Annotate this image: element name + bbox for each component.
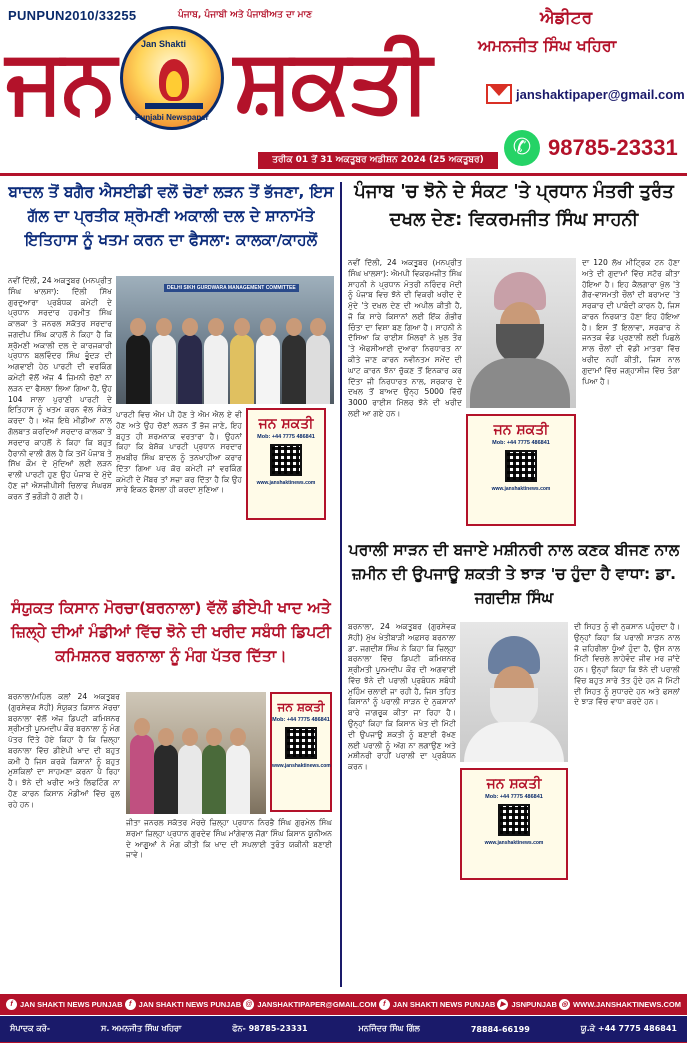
article-body-right: ਪਾਰਟੀ ਵਿਚ ਐਮ ਪੀ ਹੋਣ ਤੇ ਐਮ ਐਲ ਏ ਵੀ ਹੋਣ ਅਤੇ ਉਹ ਚੋਣਾਂ ਲੜਨ ਤੋਂ ਭੱਜ ਜਾਣੇ, ਇਹ ਬਹੁਤ ਹੀ ਸ਼ਰਮਨਾਕ ਵਰਤਾਰਾ ਹੈ। ਉਹਨਾਂ ਕਿਹਾ ਕਿ ਬੇਸ਼ੱਕ ਪਾਰਟੀ ਪ੍ਰਧਾਨ ਸਰਦਾਰ ਸੁਖਬੀਰ ਸਿੰਘ ਬਾਦਲ ਨੂੰ ਤਨਖਾਹੀਆ ਕਰਾਰ ਦਿੱਤਾ ਗਿਆ ਪਰ ਕੋਰ ਕਮੇਟੀ ਜਾਂ ਵਰਕਿੰਗ ਕਮੇਟੀ ਦੇ ਮੈਂਬਰ ਤਾਂ ਸਜ਼ਾ ਕਰ ਦਿੱਤਾ ਹੈ ਕਿ ਉਹ ਸਾਰੇ ਇਕਠ ਫੈਸਲਾ ਹੀ ਕਰਦਾ ਸੁਣਿਆ।	[116, 410, 242, 495]
ad-url: www.janshaktinews.com	[256, 480, 316, 486]
footer-contacts	[0, 1016, 687, 1042]
footer-link-facebook-2[interactable]: f JAN SHAKTI NEWS PUNJAB	[125, 999, 242, 1010]
edition-dateline: ਤਰੀਕ 01 ਤੋਂ 31 ਅਕਤੂਬਰ ਅਡੀਸ਼ਨ 2024 (25 ਅਕਤੂਬਰ)	[258, 152, 498, 169]
email-address[interactable]: janshaktipaper@gmail.com	[516, 86, 685, 102]
footer-contact-phone[interactable]: 78884-66199	[470, 1024, 530, 1034]
footer-editor-name: ਸ. ਅਮਨਜੀਤ ਸਿੰਘ ਖਹਿਰਾ	[101, 1024, 182, 1033]
editor-name: ਅਮਨਜੀਤ ਸਿੰਘ ਖਹਿਰਾ	[478, 36, 617, 55]
article-kisan-morcha	[8, 596, 334, 990]
portrait-photo[interactable]	[460, 622, 568, 762]
portrait-photo[interactable]	[466, 258, 576, 408]
article-body-left: ਨਵੀਂ ਦਿੱਲੀ, 24 ਅਕਤੂਬਰ (ਮਨਪ੍ਰੀਤ ਸਿੰਘ ਖਾਲਸਾ): ਐਮਪੀ ਵਿਕਰਮਜੀਤ ਸਿੰਘ ਸਾਹਨੀ ਨੇ ਪ੍ਰਧਾਨ ਮੰਤਰੀ ਨਰਿੰਦਰ ਮੋਦੀ ਨੂੰ ਪੰਜਾਬ ਵਿਚ ਝੋਨੇ ਦੀ ਵਿਕਰੀ ਖਰੀਦ ਦੇ ਮੁੱਦੇ 'ਤੇ ਦਖ਼ਲ ਦੇਣ ਦੀ ਅਪੀਲ ਕੀਤੀ ਹੈ, ਜੋ ਕਿ ਸਾਰੇ ਕਿਸਾਨਾਂ ਲਈ ਇੱਕ ਗੰਭੀਰ ਚਿੰਤਾ ਦਾ ਵਿਸ਼ਾ ਬਣ ਗਿਆ ਹੈ। ਸਾਹਨੀ ਨੇ ਦੱਸਿਆ ਕਿ ਰਾਈਸ ਮਿੱਲਰਾਂ ਨੇ ਖੁਲ ਤੌਰ 'ਤੇ ਐਫਸੀਆਈ ਦੁਆਰਾ ਨਿਰਧਾਰਤ ਨਾ ਕੀਤੇ ਜਾਣ ਕਾਰਨ ਨਵੀਨਤਮ ਸਮੇਂਦ ਦੀ ਘਾਟ ਕਾਰਨ ਝੋਨਾ ਚੁੱਕਣ ਤੋਂ ਇਨਕਾਰ ਕਰ ਦਿੱਤਾ ਜੀ ਨਿਰਧਾਰਤ ਨਾਲ, ਸਰਕਾਰ ਦੇ ਦਖ਼ਲ ਤੋਂ ਬਾਅਦ ਉਨ੍ਹ 5000 ਵਿੱਚੋਂ 3000 ਰਾਈਸ ਮਿੱਲਰ ਝੋਨੇ ਦੀ ਖਰੀਦ ਲਈ ਆ ਗਏ ਹਨ।	[348, 258, 462, 418]
advertisement-box[interactable]	[270, 692, 332, 812]
ad-phone: Mob: +44 7775 486841	[257, 434, 315, 440]
article-headline[interactable]: ਪੰਜਾਬ 'ਚ ਝੋਨੇ ਦੇ ਸੰਕਟ 'ਤੇ ਪ੍ਰਧਾਨ ਮੰਤਰੀ ਤੁਰੰਤ ਦਖਲ ਦੇਣ: ਵਿਕਰਮਜੀਤ ਸਿੰਘ ਸਾਹਨੀ	[354, 181, 674, 230]
article-headline[interactable]: ਸੰਯੁਕਤ ਕਿਸਾਨ ਮੋਰਚਾ(ਬਰਨਾਲਾ) ਵੱਲੋਂ ਡੀਏਪੀ ਖਾਦ ਅਤੇ ਜ਼ਿਲ੍ਹੇ ਦੀਆਂ ਮੰਡੀਆਂ ਵਿੱਚ ਝੋਨੇ ਦੀ ਖਰੀਦ ਸਬੰਧੀ ਡਿਪਟੀ ਕਮਿਸ਼ਨਰ ਬਰਨਾਲਾ ਨੂੰ ਮੰਗ ਪੱਤਰ ਦਿੱਤਾ।	[11, 599, 331, 666]
logo-text-bottom: Punjabi Newspaper	[135, 113, 209, 122]
ad-url: www.janshaktinews.com	[484, 840, 544, 846]
globe-icon: ◎	[559, 999, 570, 1010]
newspaper-title	[6, 24, 466, 144]
whatsapp-icon: ✆	[504, 130, 540, 166]
title-word-1: ਜਨ	[6, 28, 115, 132]
facebook-icon: f	[125, 999, 136, 1010]
article-body-left: ਬਰਨਾਲਾ/ਮਹਿਲ ਕਲਾਂ 24 ਅਕਤੂਬਰ (ਗੁਰਸੇਵਕ ਸੋਹੀ) ਸੰਯੁਕਤ ਕਿਸਾਨ ਮੋਰਚਾ ਬਰਨਾਲਾ ਵੱਲੋਂ ਅੱਜ ਡਿਪਟੀ ਕਮਿਸ਼ਨਰ ਸ਼੍ਰੀਮਤੀ ਪੂਨਮਦੀਪ ਕੌਰ ਬਰਨਾਲਾ ਨੂੰ ਮੰਗ ਪੱਤਰ ਦਿੱਤੇ ਹੋਏ ਕਿਹਾ ਹੈ ਕਿ ਜ਼ਿਲ੍ਹਾ ਬਰਨਾਲਾ ਵਿੱਚ ਡੀਏਪੀ ਖਾਦ ਦੀ ਬਹੁਤ ਕਮੀ ਹੈ ਜਿਸ ਕਰਕੇ ਕਿਸਾਨਾਂ ਨੂੰ ਬਹੁਤ ਮੁਸ਼ਕਿਲਾਂ ਦਾ ਸਾਹਮਣਾ ਕਰਨਾ ਪੈ ਰਿਹਾ ਹੈ। ਝੋਨੇ ਦੀ ਖਰੀਦ ਅਤੇ ਲਿਫਟਿੰਗ ਨਾ ਹੋਣ ਕਾਰਨ ਕਿਸਾਨ ਮੰਡੀਆਂ ਵਿੱਚ ਰੁਲ ਰਹੇ ਹਨ।	[8, 692, 120, 809]
article-stubble-burning	[348, 538, 680, 990]
ad-url: www.janshaktinews.com	[491, 486, 551, 492]
article-headline[interactable]: ਬਾਦਲ ਤੋਂ ਬਗੈਰ ਐਸਈਡੀ ਵਲੋਂ ਚੋਣਾਂ ਲੜਨ ਤੋਂ ਭੱਜਣਾ, ਇਸ ਗੱਲ ਦਾ ਪ੍ਰਤੀਕ ਸ਼੍ਰੋਮਣੀ ਅਕਾਲੀ ਦਲ ਦੇ ਸ਼ਾਨਾਮੱਤੇ ਇਤਿਹਾਸ ਨੂੰ ਖਤਮ ਕਰਨ ਦਾ ਫੈਸਲਾ: ਕਾਲਕਾ/ਕਾਹਲੋਂ	[8, 183, 334, 250]
article-body-left: ਬਰਨਾਲਾ, 24 ਅਕਤੂਬਰ (ਗੁਰਸੇਵਕ ਸੋਹੀ) ਮੁੱਖ ਖੇਤੀਬਾੜੀ ਅਫ਼ਸਰ ਬਰਨਾਲਾ ਡਾ. ਜਗਦੀਸ਼ ਸਿੰਘ ਨੇ ਕਿਹਾ ਕਿ ਜ਼ਿਲ੍ਹਾ ਬਰਨਾਲਾ ਵਿੱਚ ਡਿਪਟੀ ਕਮਿਸ਼ਨਰ ਸ਼੍ਰੀਮਤੀ ਪੂਨਮਦੀਪ ਕੌਰ ਦੀ ਅਗਵਾਈ ਵਿੱਚ ਝੋਨੇ ਦੀ ਪਰਾਲੀ ਪ੍ਰਬੰਧਨ ਸਬੰਧੀ ਮੁਹਿੰਮ ਚਲਾਈ ਜਾ ਰਹੀ ਹੈ, ਜਿਸ ਤਹਿਤ ਕਿਸਾਨਾਂ ਨੂੰ ਪਰਾਲੀ ਸਾੜਨ ਦੇ ਨੁਕਸਾਨਾਂ ਬਾਰੇ ਜਾਗਰੂਕ ਕੀਤਾ ਜਾ ਰਿਹਾ ਹੈ। ਉਨ੍ਹਾਂ ਕਿਹਾ ਕਿ ਕਿਸਾਨ ਖੇਤ ਦੀ ਮਿੱਟੀ ਦੀ ਉਪਜਾਊ ਸ਼ਕਤੀ ਨੂੰ ਬਣਾਈ ਰੱਖਣ ਲਈ ਪਰਾਲੀ ਨੂੰ ਅੱਗ ਨਾ ਲਗਾਉਣ ਅਤੇ ਮਸ਼ੀਨਰੀ ਰਾਹੀਂ ਪਰਾਲੀ ਦਾ ਪ੍ਰਬੰਧਨ ਕਰਨ।	[348, 622, 456, 772]
article-paddy-crisis	[348, 178, 680, 536]
footer-link-facebook-3[interactable]: f JAN SHAKTI NEWS PUNJAB	[379, 999, 496, 1010]
article-photo[interactable]	[126, 692, 266, 814]
column-divider	[340, 182, 342, 987]
email-contact[interactable]	[486, 84, 685, 104]
footer-links	[0, 994, 687, 1016]
facebook-icon: f	[6, 999, 17, 1010]
article-photo[interactable]	[116, 276, 334, 404]
title-word-2: ਸ਼ਕਤੀ	[234, 28, 430, 132]
advertisement-box[interactable]	[460, 768, 568, 880]
footer-uk-phone[interactable]: ਯੂ.ਕੇ +44 7775 486841	[580, 1024, 677, 1033]
masthead	[0, 0, 687, 176]
youtube-icon: ▶	[497, 999, 508, 1010]
article-headline[interactable]: ਪਰਾਲੀ ਸਾੜਨ ਦੀ ਬਜਾਏ ਮਸ਼ੀਨਰੀ ਨਾਲ ਕਣਕ ਬੀਜਣ ਨਾਲ ਜ਼ਮੀਨ ਦੀ ਉਪਜਾਊ ਸ਼ਕਤੀ ਤੇ ਝਾੜ 'ਚ ਹੁੰਦਾ ਹੈ ਵਾਧਾ: ਡਾ. ਜਗਦੀਸ਼ ਸਿੰਘ	[348, 541, 680, 608]
article-body-left: ਨਵੀਂ ਦਿੱਲੀ, 24 ਅਕਤੂਬਰ (ਮਨਪ੍ਰੀਤ ਸਿੰਘ ਖਾਲਸਾ): ਦਿੱਲੀ ਸਿੱਖ ਗੁਰਦੁਆਰਾ ਪ੍ਰਬੰਧਕ ਕਮੇਟੀ ਦੇ ਪ੍ਰਧਾਨ ਸਰਦਾਰ ਹਰਮੀਤ ਸਿੰਘ ਕਾਲਕਾ ਤੇ ਜਨਰਲ ਸਕੱਤਰ ਸਰਦਾਰ ਜਗਦੀਪ ਸਿੰਘ ਕਾਹਲੋਂ ਨੇ ਕਿਹਾ ਹੈ ਕਿ ਸ਼੍ਰੋਮਣੀ ਅਕਾਲੀ ਦਲ ਦੇ ਕਾਰਜਕਾਰੀ ਪ੍ਰਧਾਨ ਬਲਵਿੰਦਰ ਸਿੰਘ ਭੂੰਦੜ ਦੀ ਅਗਵਾਈ ਹੇਠ ਪਾਰਟੀ ਦੀ ਵਰਕਿੰਗ ਕਮੇਟੀ ਵੱਲੋਂ ਅੱਜ 4 ਜ਼ਿਮਨੀ ਚੋਣਾਂ ਨਾ ਲੜਨ ਦਾ ਫੈਸਲਾ ਲਿਆ ਗਿਆ ਹੈ, ਉਹ 104 ਸਾਲਾ ਪੁਰਾਣੀ ਪਾਰਟੀ ਦੇ ਇਤਿਹਾਸ ਨੂੰ ਖਤਮ ਕਰਨ ਵੱਲ ਸੰਕੇਤ ਕਰਦਾ ਹੈ। ਅੱਜ ਇਥੇ ਮੀਡੀਆ ਨਾਲ ਗੱਲਬਾਤ ਕਰਦਿਆਂ ਸਰਦਾਰ ਕਾਲਕਾ ਤੇ ਸਰਦਾਰ ਕਾਹਲੋਂ ਨੇ ਕਿਹਾ ਕਿ ਬਹੁਤ ਹੈਰਾਨੀ ਵਾਲੀ ਗੱਲ ਹੈ ਕਿ ਤਮੋਂ ਪੰਜਾਬ ਤੇ ਸਿੱਖ ਕੌਮ ਦੇ ਮੁੱਦਿਆਂ ਲਈ ਲੜਨ ਵਾਲੀ ਪਾਰਟੀ ਹੁਣ ਉਹ ਪੰਜਾਬ ਦੇ ਮੁੱਦੇ ਹੋਣ ਜਾਂ ਐਸਜੀਪੀਸੀ ਚਿਲਾਫ ਸੰਘਰਸ਼ ਕਰਨ ਤੋਂ ਭਗੌੜੀ ਹੋ ਗਈ ਹੈ।	[8, 276, 112, 501]
footer-link-email[interactable]: @ JANSHAKTIPAPER@GMAIL.COM	[243, 999, 376, 1010]
ad-phone: Mob: +44 7775 486841	[485, 794, 543, 800]
article-akali-dal	[8, 178, 334, 578]
ad-title: ਜਨ ਸ਼ਕਤੀ	[493, 422, 549, 438]
footer-contact-name: ਮਨਜਿੰਦਰ ਸਿੰਘ ਗਿੱਲ	[358, 1024, 420, 1033]
ad-url: www.janshaktinews.com	[272, 763, 331, 769]
article-body-right: ਦਾ 120 ਲੱਖ ਮੀਟ੍ਰਿਕ ਟਨ ਹੋਣਾ ਅਤੇ ਦੀ ਗੁਦਾਮਾਂ ਵਿੱਚ ਸਟੋਰ ਕੀਤਾ ਹੋਇਆ ਹੈ। ਇਹ ਕੈਲਗਾਰਾ ਖੁੱਲ 'ਤੇ ਗੈਰ-ਵਾਸਮਤੀ ਚੌਲਾਂ ਦੀ ਬਰਾਮਦ 'ਤੇ ਸਰਕਾਰ ਦੀ ਪਾਬੰਦੀ ਕਾਰਨ ਹੈ, ਜਿਸ ਕਾਰਨ ਨਿਰਯਾਤ ਹੋਣਾ ਇਹ ਹੋਇਆ ਹੈ। ਇਸ ਤੋਂ ਇਲਾਵਾ, ਸਰਕਾਰ ਨੇ ਜਨਤਕ ਵੰਡ ਪ੍ਰਣਾਲੀ ਲਈ ਪਿਛਲੇ ਸਾਲ ਚੌਲਾਂ ਦੀ ਵੱਡੀ ਮਾਤਰਾ ਵਿੱਚ ਖਰੀਦ ਨਹੀਂ ਕੀਤੀ, ਜਿਸ ਨਾਲ ਗੁਦਾਮਾਂ ਵਿੱਚ ਜਗ੍ਹਾਸੀਜ ਵਿੱਚ ਤੰਗਾ ਪਿਆ ਹੈ।	[582, 258, 680, 386]
qr-code-icon	[498, 804, 530, 836]
registration-number: PUNPUN2010/33255	[8, 8, 137, 23]
jan-shakti-logo-icon	[120, 26, 224, 130]
ad-phone: Mob: +44 7775 486841	[492, 440, 550, 446]
article-body-right: ਦੀ ਸਿਹਤ ਨੂੰ ਵੀ ਨੁਕਸਾਨ ਪਹੁੰਚਦਾ ਹੈ। ਉਨ੍ਹਾਂ ਕਿਹਾ ਕਿ ਪਰਾਲੀ ਸਾੜਨ ਨਾਲ ਜੋ ਜ਼ਹਿਰੀਲਾ ਧੂੰਆਂ ਹੁੰਦਾ ਹੈ, ਉਸ ਨਾਲ ਮਿੱਟੀ ਵਿਚਲੇ ਲਾਹੇਵੰਦ ਜੀਵ ਮਰ ਜਾਂਦੇ ਹਨ। ਉਨ੍ਹਾਂ ਕਿਹਾ ਕਿ ਝੋਨੇ ਦੀ ਪਰਾਲੀ ਵਿੱਚ ਬਹੁਤ ਸਾਰੇ ਤੱਤ ਹੁੰਦੇ ਹਨ ਜੋ ਮਿੱਟੀ ਦੀ ਸਿਹਤ ਨੂੰ ਸੁਧਾਰਦੇ ਹਨ ਅਤੇ ਫਸਲਾਂ ਦੇ ਝਾੜ ਵਿੱਚ ਵਾਧਾ ਕਰਦੇ ਹਨ।	[574, 622, 680, 707]
facebook-icon: f	[379, 999, 390, 1010]
logo-text-top: Jan Shakti	[141, 39, 187, 49]
right-column	[348, 178, 680, 990]
ad-phone: Mob: +44 7775 486841	[272, 717, 330, 723]
ad-title: ਜਨ ਸ਼ਕਤੀ	[486, 776, 542, 792]
article-body-right: ਜੀਤਾ ਜਨਰਲ ਸਕੱਤਰ ਮੋਰਚੇ ਜ਼ਿਲ੍ਹਾ ਪ੍ਰਧਾਨ ਨਿਰਭੈ ਸਿੰਘ ਗੁਰਮੇਲ ਸਿੰਘ ਸ਼ਰਮਾ ਜ਼ਿਲ੍ਹਾ ਪ੍ਰਧਾਨ ਗੁਰਦੇਵ ਸਿੰਘ ਮਾਂਗੇਵਾਲ ਜੋਗਾ ਸਿੰਘ ਕਿਸਾਨ ਯੂਨੀਅਨ ਦੇ ਆਗੂਆਂ ਨੇ ਮੰਗ ਕੀਤੀ ਕਿ ਖਾਦ ਦੀ ਸਪਲਾਈ ਤੁਰੰਤ ਯਕੀਨੀ ਬਣਾਈ ਜਾਵੇ।	[126, 818, 332, 860]
footer-link-facebook-1[interactable]: f JAN SHAKTI NEWS PUNJAB	[6, 999, 123, 1010]
phone-number[interactable]: 98785-23331	[548, 135, 678, 160]
ad-title: ਜਨ ਸ਼ਕਤੀ	[258, 416, 314, 432]
advertisement-box[interactable]	[466, 414, 576, 526]
gmail-icon	[486, 84, 512, 104]
banner-caption: DELHI SIKH GURDWARA MANAGEMENT COMMITTEE	[164, 284, 299, 292]
ad-title: ਜਨ ਸ਼ਕਤੀ	[277, 700, 325, 714]
footer-phone[interactable]: ਫੋਨ- 98785-23331	[232, 1024, 308, 1033]
qr-code-icon	[270, 444, 302, 476]
qr-code-icon	[505, 450, 537, 482]
left-column	[8, 178, 334, 990]
qr-code-icon	[285, 727, 317, 759]
footer	[0, 994, 687, 1043]
phone-contact[interactable]	[504, 130, 678, 166]
advertisement-box[interactable]	[246, 408, 326, 520]
email-icon: @	[243, 999, 254, 1010]
footer-link-website[interactable]: ◎ WWW.JANSHAKTINEWS.COM	[559, 999, 681, 1010]
editor-label: ਐਡੀਟਰ	[540, 8, 593, 28]
footer-link-youtube[interactable]: ▶ JSNPUNJAB	[497, 999, 556, 1010]
footer-editor-label: ਸੰਪਾਦਕ ਕਰੋ-	[10, 1024, 51, 1033]
slogan: ਪੰਜਾਬ, ਪੰਜਾਬੀ ਅਤੇ ਪੰਜਾਬੀਅਤ ਦਾ ਮਾਣ	[178, 10, 313, 20]
